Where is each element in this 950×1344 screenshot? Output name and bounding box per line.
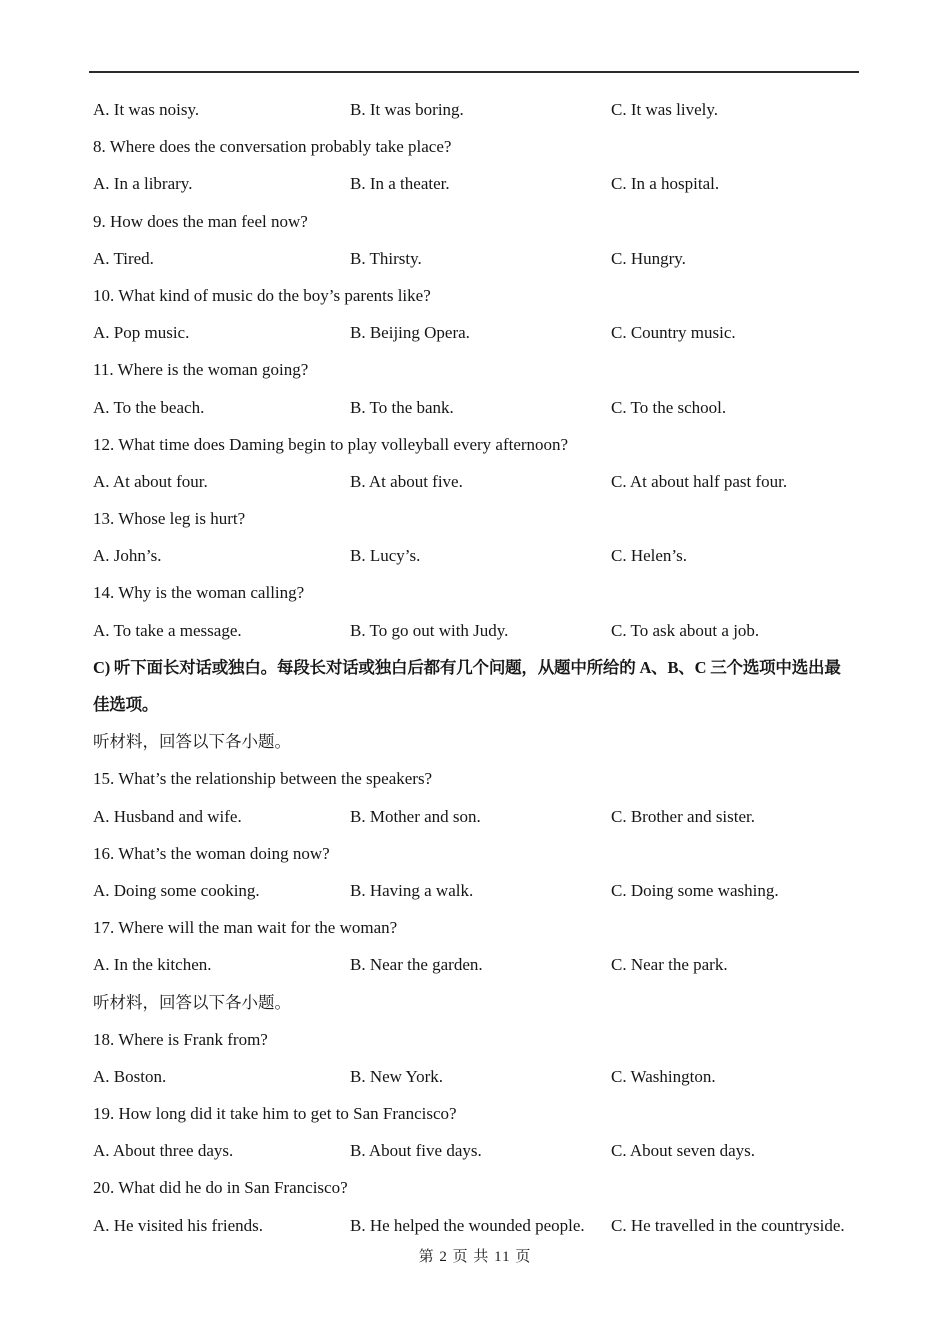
options-row bbox=[93, 240, 873, 277]
options-row bbox=[93, 389, 873, 426]
question-line: 17. Where will the man wait for the woman? bbox=[93, 918, 398, 938]
question-line: 13. Whose leg is hurt? bbox=[93, 509, 246, 529]
option-b: B. Having a walk. bbox=[350, 880, 474, 900]
option-c: C. In a hospital. bbox=[611, 174, 720, 194]
option-c: C. Doing some washing. bbox=[611, 880, 779, 900]
option-a: A. Tired. bbox=[93, 248, 154, 268]
option-a: A. Boston. bbox=[93, 1066, 167, 1086]
option-a: A. At about four. bbox=[93, 471, 208, 491]
section-instruction-cn: C) 听下面长对话或独白。每段长对话或独白后都有几个问题，从题中所给的 A、B、C 三个选项中选出最 bbox=[93, 657, 841, 677]
option-a: A. It was noisy. bbox=[93, 100, 200, 119]
option-a: A. He visited his friends. bbox=[93, 1215, 263, 1235]
listening-note-cn: 听材料，回答以下各小题。 bbox=[93, 732, 291, 752]
listening-note-cn: 听材料，回答以下各小题。 bbox=[93, 992, 291, 1012]
header-rule-divider bbox=[89, 71, 859, 73]
option-c: C. It was lively. bbox=[611, 100, 719, 119]
page-number-footer: 第 2 页 共 11 页 bbox=[418, 1249, 532, 1265]
option-b: B. Beijing Opera. bbox=[350, 323, 470, 343]
option-b: B. He helped the wounded people. bbox=[350, 1215, 585, 1235]
option-a: A. To the beach. bbox=[93, 397, 205, 417]
question-line: 18. Where is Frank from? bbox=[93, 1029, 268, 1049]
option-c: C. To the school. bbox=[611, 397, 727, 417]
options-row bbox=[93, 1207, 873, 1244]
options-row bbox=[93, 872, 873, 909]
question-line: 14. Why is the woman calling? bbox=[93, 583, 305, 603]
option-c: C. He travelled in the countryside. bbox=[611, 1215, 845, 1235]
question-line: 19. How long did it take him to get to San Francisco? bbox=[93, 1104, 457, 1124]
option-a: A. In a library. bbox=[93, 174, 193, 194]
option-c: C. Brother and sister. bbox=[611, 806, 756, 826]
option-a: A. In the kitchen. bbox=[93, 955, 212, 975]
option-b: B. To go out with Judy. bbox=[350, 620, 509, 640]
question-line: 8. Where does the conversation probably take place? bbox=[93, 137, 452, 157]
option-a: A. About three days. bbox=[93, 1141, 234, 1161]
options-row bbox=[93, 314, 873, 351]
question-line: 9. How does the man feel now? bbox=[93, 211, 308, 231]
question-line: 10. What kind of music do the boy’s parents like? bbox=[93, 285, 431, 305]
option-c: C. At about half past four. bbox=[611, 471, 788, 491]
option-b: B. Mother and son. bbox=[350, 806, 481, 826]
options-row bbox=[93, 165, 873, 202]
option-c: C. Hungry. bbox=[611, 248, 686, 268]
option-b: B. To the bank. bbox=[350, 397, 454, 417]
option-c: C. Near the park. bbox=[611, 955, 728, 975]
option-b: B. Near the garden. bbox=[350, 955, 483, 975]
options-row bbox=[93, 537, 873, 574]
option-b: B. It was boring. bbox=[350, 100, 464, 119]
question-line: 16. What’s the woman doing now? bbox=[93, 843, 330, 863]
options-row bbox=[93, 612, 873, 649]
option-c: C. About seven days. bbox=[611, 1141, 756, 1161]
exam-content bbox=[93, 91, 873, 1244]
option-b: B. About five days. bbox=[350, 1141, 482, 1161]
option-a: A. Husband and wife. bbox=[93, 806, 242, 826]
option-b: B. At about five. bbox=[350, 471, 463, 491]
option-c: C. To ask about a job. bbox=[611, 620, 760, 640]
options-row bbox=[93, 463, 873, 500]
option-c: C. Washington. bbox=[611, 1066, 716, 1086]
question-line: 12. What time does Daming begin to play volleyball every afternoon? bbox=[93, 434, 569, 454]
options-row bbox=[93, 1058, 873, 1095]
options-row bbox=[93, 798, 873, 835]
options-row bbox=[93, 946, 873, 983]
option-a: A. John’s. bbox=[93, 546, 162, 566]
question-line: 15. What’s the relationship between the speakers? bbox=[93, 769, 433, 789]
option-a: A. To take a message. bbox=[93, 620, 242, 640]
option-c: C. Helen’s. bbox=[611, 546, 688, 566]
option-b: B. Lucy’s. bbox=[350, 546, 421, 566]
question-line: 11. Where is the woman going? bbox=[93, 360, 309, 380]
options-row bbox=[93, 1132, 873, 1169]
option-c: C. Country music. bbox=[611, 323, 736, 343]
option-b: B. New York. bbox=[350, 1066, 444, 1086]
question-line: 20. What did he do in San Francisco? bbox=[93, 1178, 348, 1198]
option-a: A. Pop music. bbox=[93, 323, 190, 343]
option-a: A. Doing some cooking. bbox=[93, 880, 260, 900]
option-b: B. Thirsty. bbox=[350, 248, 422, 268]
options-row bbox=[93, 91, 873, 128]
option-b: B. In a theater. bbox=[350, 174, 450, 194]
section-instruction-cn: 佳选项。 bbox=[93, 695, 159, 714]
